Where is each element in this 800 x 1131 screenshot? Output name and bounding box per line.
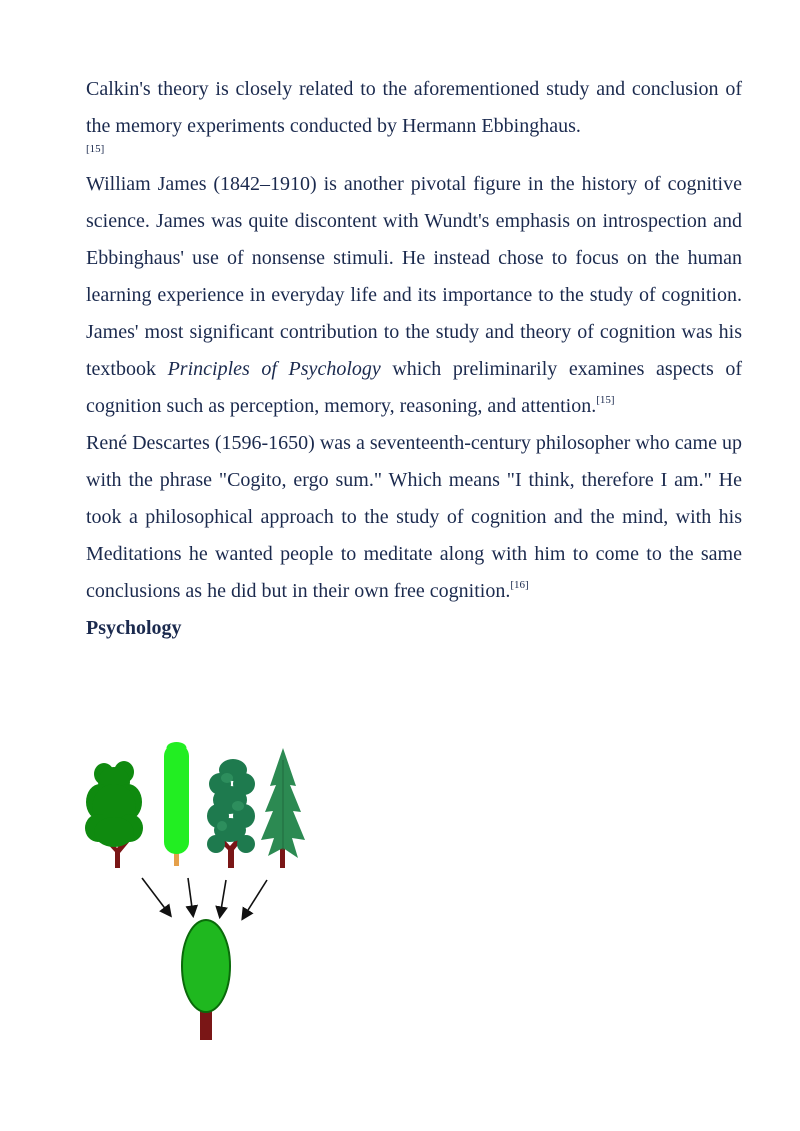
paragraph-text: René Descartes (1596-1650) was a seventeenth-century philosopher who came up with the phrase "Cogito, ergo sum." Which means "I think, therefore I am." He took a philosophical approach to the study of cognition and the mind, with his Meditations he wanted people to meditate along with him to come to the same conclusions as he did but in their own free cognition. — [86, 432, 742, 602]
paragraph-text: which preliminarily examines aspects of cognition such as perception, memory, reasoning, and attention. — [86, 358, 742, 417]
citation-15[interactable]: [15] — [86, 143, 105, 155]
paragraph-text: Calkin's theory is closely related to the aforementioned study and conclusion of the memory experiments conducted by Hermann Ebbinghaus. — [86, 78, 742, 137]
tree-generic-oval-icon — [182, 920, 230, 1040]
paragraph-calkin — [86, 71, 742, 156]
section-heading-psychology: Psychology — [86, 617, 182, 639]
tree-columnar-icon — [164, 742, 189, 866]
document-page — [86, 71, 742, 647]
paragraph-text: William James (1842–1910) is another pivotal figure in the history of cognitive science. James was quite discontent with Wundt's emphasis on introspection and Ebbinghaus' use of nonsense stimuli. He instead chose to focus on the human learning experience in everyday life and its importance to the study of cognition. James' most significant contribution to the study and theory of cognition was his textbook — [86, 173, 742, 380]
citation-15[interactable]: [15] — [596, 394, 615, 406]
tree-bushy-icon — [85, 761, 143, 868]
paragraph-descartes — [86, 425, 742, 610]
trees-illustration — [80, 740, 320, 1050]
book-title: Principles of Psychology — [167, 358, 381, 380]
tree-pine-icon — [261, 748, 305, 868]
arrows-converging — [142, 878, 267, 918]
tree-clustered-icon — [207, 759, 255, 868]
trees-diagram — [80, 740, 320, 1050]
paragraph-william-james — [86, 166, 742, 425]
citation-16[interactable]: [16] — [510, 579, 529, 591]
